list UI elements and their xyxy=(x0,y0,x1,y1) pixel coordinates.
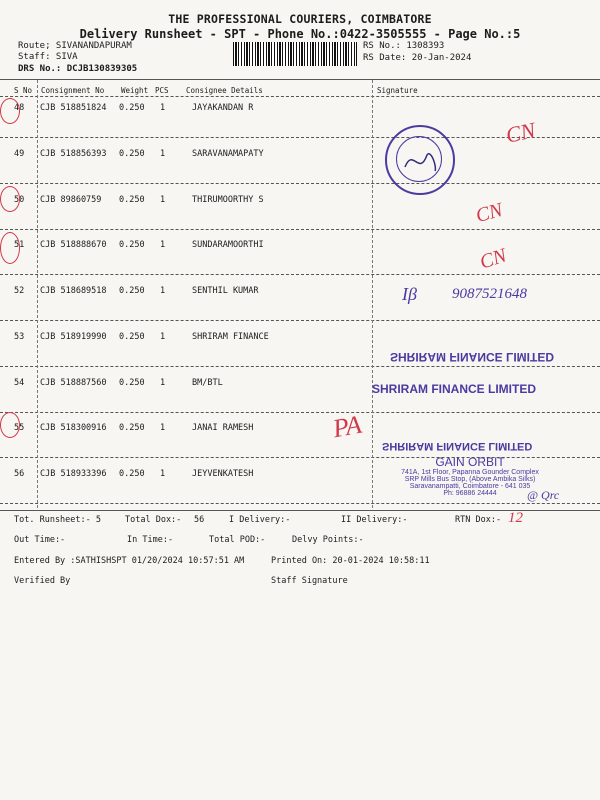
col-weight: Weight xyxy=(121,86,149,95)
route-label: Route; SIVANANDAPURAM xyxy=(18,41,132,51)
pcs: 1 xyxy=(160,240,166,250)
pcs: 1 xyxy=(160,469,166,479)
handwritten-pa: PA xyxy=(330,409,364,444)
rtn-dox: RTN Dox:- xyxy=(455,515,502,525)
col-signature: Signature xyxy=(377,86,418,95)
col-pcs: PCS xyxy=(155,86,169,95)
sno: 48 xyxy=(14,103,25,113)
consignee-name: BM/BTL xyxy=(192,378,223,388)
weight: 0.250 xyxy=(119,332,145,342)
staff-signature: Staff Signature xyxy=(271,576,348,586)
row-rule xyxy=(0,366,600,367)
pcs: 1 xyxy=(160,286,166,296)
pcs: 1 xyxy=(160,103,166,113)
weight: 0.250 xyxy=(119,195,145,205)
sno: 52 xyxy=(14,286,25,296)
shriram-stamp: SHRIRAM FINANCE LIMITED xyxy=(372,382,536,396)
runsheet-title: Delivery Runsheet - SPT - Phone No.:0422-3505555 - Page No.:5 xyxy=(79,27,521,41)
sno: 50 xyxy=(14,195,25,205)
out-time: Out Time:- xyxy=(14,535,66,545)
weight: 0.250 xyxy=(119,286,145,296)
ii-delivery: II Delivery:- xyxy=(341,515,408,525)
col-consignment: Consignment No xyxy=(41,86,105,95)
consignment-number: CJB 518933396 xyxy=(40,469,107,479)
sno: 53 xyxy=(14,332,25,342)
barcode xyxy=(233,42,357,66)
weight: 0.250 xyxy=(119,240,145,250)
row-rule xyxy=(0,183,600,184)
company-seal xyxy=(385,125,455,195)
sno: 55 xyxy=(14,423,25,433)
row-rule xyxy=(0,229,600,230)
weight: 0.250 xyxy=(119,423,145,433)
handwritten-cn-1: CN xyxy=(503,117,538,148)
consignment-number: CJB 518856393 xyxy=(40,149,107,159)
staff-label: Staff: SIVA xyxy=(18,52,78,62)
delvy-points: Delvy Points:- xyxy=(292,535,364,545)
printed-on: Printed On: 20-01-2024 10:58:11 xyxy=(271,556,430,566)
handwritten-cn-2: CN xyxy=(473,198,505,228)
company-name: THE PROFESSIONAL COURIERS, COIMBATORE xyxy=(168,12,432,26)
i-delivery: I Delivery:- xyxy=(229,515,291,525)
consignment-number: CJB 518887560 xyxy=(40,378,107,388)
consignment-number: CJB 518300916 xyxy=(40,423,107,433)
col-divider xyxy=(372,80,373,508)
consignment-number: CJB 518689518 xyxy=(40,286,107,296)
total-runsheet: Tot. Runsheet:- 5 xyxy=(14,515,101,525)
in-time: In Time:- xyxy=(127,535,174,545)
gain-orbit-stamp: GAIN ORBIT 741A, 1st Floor, Papanna Gounder Complex SRP Mills Bus Stop, (Above Ambika Silks) Saravanampatti, Coimbatore - 641 035 Ph: 96886 24444 xyxy=(401,455,539,497)
handwritten-phone: 9087521648 xyxy=(452,286,527,302)
drs-number: DRS No.: DCJB130839305 xyxy=(18,64,138,74)
pcs: 1 xyxy=(160,423,166,433)
weight: 0.250 xyxy=(119,149,145,159)
sno: 54 xyxy=(14,378,25,388)
total-dox-label: Total Dox:- xyxy=(125,515,182,525)
total-pod: Total POD:- xyxy=(209,535,266,545)
rs-date: RS Date: 20-Jan-2024 xyxy=(363,53,472,63)
signature-52: Ιβ xyxy=(402,284,417,304)
consignee-name: SENTHIL KUMAR xyxy=(192,286,259,296)
col-consignee: Consignee Details xyxy=(186,86,263,95)
row-rule xyxy=(0,503,600,504)
verified-by: Verified By xyxy=(14,576,71,586)
col-sno: S No xyxy=(14,86,33,95)
consignee-name: SUNDARAMOORTHI xyxy=(192,240,264,250)
rs-number: RS No.: 1308393 xyxy=(363,41,445,51)
consignee-name: THIRUMOORTHY S xyxy=(192,195,264,205)
row-rule xyxy=(0,274,600,275)
row-rule xyxy=(0,320,600,321)
row-rule xyxy=(0,412,600,413)
weight: 0.250 xyxy=(119,378,145,388)
consignee-name: JEYVENKATESH xyxy=(192,469,254,479)
red-circle-50 xyxy=(0,186,20,212)
consignment-number: CJB 518851824 xyxy=(40,103,107,113)
red-circle-55 xyxy=(0,412,20,438)
weight: 0.250 xyxy=(119,469,145,479)
total-dox-value: 56 xyxy=(194,515,205,525)
header-rule xyxy=(0,96,600,97)
shriram-stamp-mirrored: SHRIRAM FINANCE LIMITED xyxy=(390,350,554,364)
consignee-name: SHRIRAM FINANCE xyxy=(192,332,269,342)
consignment-number: CJB 518919990 xyxy=(40,332,107,342)
red-circle-51 xyxy=(0,232,20,264)
table-top-rule xyxy=(0,79,600,80)
pcs: 1 xyxy=(160,149,166,159)
col-divider xyxy=(37,80,38,508)
sno: 51 xyxy=(14,240,25,250)
weight: 0.250 xyxy=(119,103,145,113)
sno: 49 xyxy=(14,149,25,159)
red-circle-48 xyxy=(0,98,20,124)
shriram-stamp-2: SHRIRAM FINANCE LIMITED xyxy=(382,440,533,452)
signature-56: @ Qrc xyxy=(527,488,560,502)
pcs: 1 xyxy=(160,195,166,205)
sno: 56 xyxy=(14,469,25,479)
consignee-name: JAYAKANDAN R xyxy=(192,103,254,113)
pcs: 1 xyxy=(160,332,166,342)
consignment-number: CJB 89860759 xyxy=(40,195,102,205)
handwritten-rtn-count: 12 xyxy=(508,510,523,526)
pcs: 1 xyxy=(160,378,166,388)
handwritten-cn-3: CN xyxy=(477,244,510,274)
entered-by: Entered By :SATHISHSPT 01/20/2024 10:57:51 AM xyxy=(14,556,245,566)
consignment-number: CJB 518888670 xyxy=(40,240,107,250)
consignee-name: JANAI RAMESH xyxy=(192,423,254,433)
consignee-name: SARAVANAMAPATY xyxy=(192,149,264,159)
